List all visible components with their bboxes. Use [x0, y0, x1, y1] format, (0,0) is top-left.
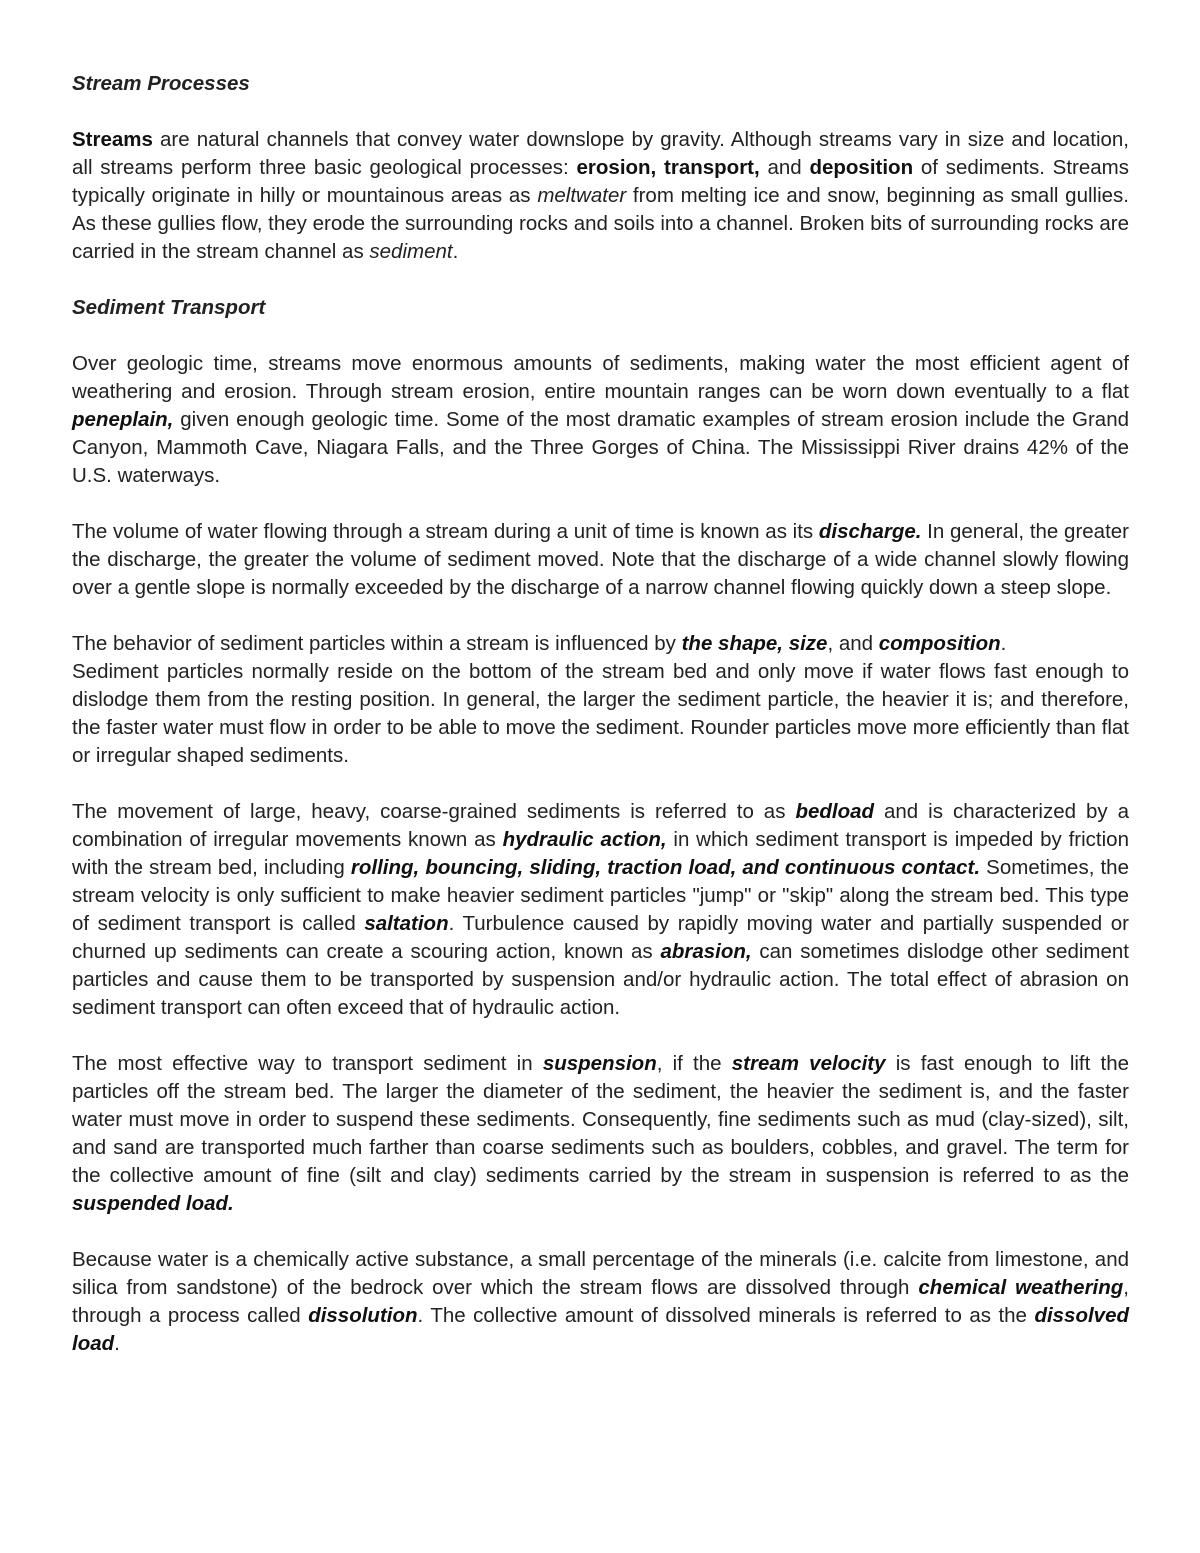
paragraph-particles: [72, 658, 1129, 770]
text-span: In general, the greater the discharge, the greater the volume of sediment moved. Note that the discharge of a wide channel slowly flowing over a gentle slope is normally exceeded by the discharge of a narrow channel flowing quickly down a steep slope.: [72, 520, 1129, 599]
text-span: can sometimes dislodge other sediment particles and cause them to be transported by suspension and/or hydraulic action. The total effect of abrasion on sediment transport can often exceed that of hydraulic action.: [72, 940, 1129, 1019]
text-span: The behavior of sediment particles within a stream is influenced by: [72, 632, 682, 655]
term-rolling-bouncing: rolling, bouncing, sliding, traction load, and continuous contact.: [350, 856, 981, 879]
term-suspended-load: suspended load.: [72, 1192, 234, 1215]
paragraph-suspension: [72, 1050, 1129, 1218]
term-deposition: deposition: [809, 156, 914, 179]
text-span: , and: [827, 632, 879, 655]
heading-stream-processes: [72, 70, 1129, 98]
text-span: and is characterized by a combination of irregular movements known as: [72, 800, 1129, 851]
term-dissolution: dissolution: [308, 1304, 418, 1327]
paragraph-behavior: [72, 630, 1129, 658]
paragraph-bedload: [72, 798, 1129, 1022]
text-span: given enough geologic time. Some of the most dramatic examples of stream erosion include the Grand Canyon, Mammoth Cave, Niagara Falls, and the Three Gorges of China. The Mississippi River drains 42% of the U.S. waterways.: [72, 408, 1129, 487]
text-span: Over geologic time, streams move enormous amounts of sediments, making water the most efficient agent of weathering and erosion. Through stream erosion, entire mountain ranges can be worn down eventually to a flat: [72, 352, 1129, 403]
text-span: . The collective amount of dissolved minerals is referred to as the: [417, 1304, 1035, 1327]
term-saltation: saltation: [364, 912, 449, 935]
term-suspension: suspension: [542, 1052, 657, 1075]
term-hydraulic-action: hydraulic action,: [502, 828, 667, 851]
term-composition: composition: [878, 632, 1001, 655]
text-span: from melting ice and snow, beginning as small gullies. As these gullies flow, they erode the surrounding rocks and soils into a channel. Broken bits of surrounding rocks are carried in the stream channel as: [72, 184, 1129, 263]
term-dissolved-load: dissolved load: [72, 1304, 1129, 1355]
text-span: .: [452, 240, 459, 263]
text-span: The volume of water flowing through a stream during a unit of time is known as its: [72, 520, 819, 543]
text-span: is fast enough to lift the particles off the stream bed. The larger the diameter of the sediment, the heavier the sediment is, and the faster water must move in order to suspend these sediments. Consequently, fine sediments such as mud (clay-sized), silt, and sand are transported much farther than coarse sediments such as boulders, cobbles, and gravel. The term for the collective amount of fine (silt and clay) sediments carried by the stream in suspension is referred to as the: [72, 1052, 1130, 1187]
paragraph-dissolution: [72, 1246, 1129, 1358]
text-span: Because water is a chemically active substance, a small percentage of the minerals (i.e. calcite from limestone, and silica from sandstone) of the bedrock over which the stream flows are dissolved through: [72, 1248, 1129, 1299]
term-bedload: bedload: [795, 800, 875, 823]
term-shape-size: the shape, size: [681, 632, 828, 655]
text-span: .: [114, 1332, 120, 1355]
text-span: and: [759, 156, 810, 179]
text-span: Sediment particles normally reside on the bottom of the stream bed and only move if water flows fast enough to dislodge them from the resting position. In general, the larger the sediment particle, the heavier it is; and therefore, the faster water must flow in order to be able to move the sediment. Rounder particles move more efficiently than flat or irregular shaped sediments.: [72, 660, 1129, 767]
term-abrasion: abrasion,: [660, 940, 752, 963]
term-sediment: sediment: [369, 240, 453, 263]
term-erosion-transport: erosion, transport,: [576, 156, 760, 179]
term-discharge: discharge.: [818, 520, 922, 543]
text-span: . Turbulence caused by rapidly moving water and partially suspended or churned up sediments can create a scouring action, known as: [72, 912, 1129, 963]
term-streams: Streams: [72, 128, 153, 151]
paragraph-geologic-time: [72, 350, 1129, 490]
paragraph-streams-intro: [72, 126, 1129, 266]
term-stream-velocity: stream velocity: [731, 1052, 886, 1075]
text-span: The movement of large, heavy, coarse-grained sediments is referred to as: [72, 800, 796, 823]
text-span: of sediments. Streams typically originate in hilly or mountainous areas as: [72, 156, 1129, 207]
text-span: , through a process called: [72, 1276, 1129, 1327]
term-meltwater: meltwater: [537, 184, 627, 207]
term-chemical-weathering: chemical weathering: [918, 1276, 1124, 1299]
text-span: in which sediment transport is impeded by friction with the stream bed, including: [72, 828, 1129, 879]
heading-sediment-transport: [72, 294, 1129, 322]
text-span: Sometimes, the stream velocity is only sufficient to make heavier sediment particles "jump" or "skip" along the stream bed. This type of sediment transport is called: [72, 856, 1129, 935]
text-span: are natural channels that convey water downslope by gravity. Although streams vary in size and location, all streams perform three basic geological processes:: [72, 128, 1129, 179]
paragraph-discharge: [72, 518, 1129, 602]
heading-sediment-transport-text: Sediment Transport: [72, 296, 266, 319]
term-peneplain: peneplain,: [72, 408, 174, 431]
text-span: .: [1000, 632, 1007, 655]
text-span: , if the: [656, 1052, 732, 1075]
heading-stream-processes-text: Stream Processes: [72, 72, 250, 95]
text-span: The most effective way to transport sediment in: [72, 1052, 543, 1075]
document-page: [72, 70, 1129, 1358]
